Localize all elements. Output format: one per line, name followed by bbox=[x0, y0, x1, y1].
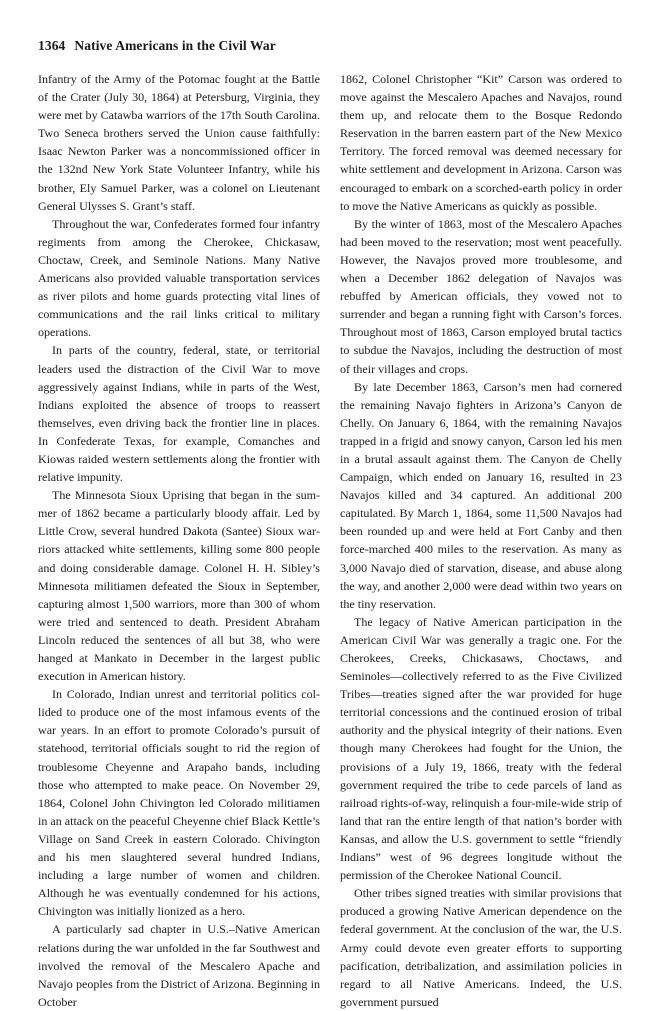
paragraph: The legacy of Native American participation in the American Civil War was generally a tragic one. For the Cherokees, Creeks, Chickasaws, Choctaws, and Seminoles—collectively referred to as the Five Civilized Tribes—treaties signed after the war provided for huge territorial concessions and the continued erosion of tribal authority and the physical integrity of their nations. Even though many Cherokees had fought for the Union, the provisions of a July 19, 1866, treaty with the federal government required the tribe to cede parcels of land as railroad rights-of-way, relinquish a four-mile-wide strip of land that ran the entire length of that nation’s border with Kansas, and allow the U.S. government to settle “friendly Indians” west of 96 degrees longitude without the permission of the Cherokee National Council. bbox=[340, 614, 622, 883]
paragraph: By the winter of 1863, most of the Mescalero Apaches had been moved to the reservation; most went peacefully. However, the Navajos proved more troublesome, and when a December 1862 delegation of Navajos was rebuffed by American officials, they vowed not to surrender and began a running fight with Carson’s forces. Throughout most of 1863, Carson employed brutal tactics to subdue the Navajos, including the destruction of most of their villages and crops. bbox=[340, 216, 622, 376]
page-number: 1364 bbox=[38, 38, 66, 53]
right-column bbox=[340, 70, 622, 1011]
paragraph: In Colorado, Indian unrest and territorial politics collided to produce one of the most infamous events of the war years. In an effort to promote Colorado’s pursuit of statehood, territorial officials sought to rid the region of troublesome Cheyenne and Arapaho bands, including those who attempted to make peace. On November 29, 1864, Colonel John Chivington led Colorado militiamen in an attack on the peaceful Cheyenne chief Black Kettle’s Village on Sand Creek in eastern Colorado. Chivington and his men slaughtered several hundred Indians, including a large number of women and children. Although he was eventually condemned for his actions, Chivington was initially lionized as a hero. bbox=[38, 687, 320, 919]
paragraph: Other tribes signed treaties with similar provisions that produced a growing Native American dependence on the federal government. At the conclusion of the war, the U.S. Army could devote even greater efforts to supporting pacification, detribalization, and assimilation policies in regard to all Native Americans. Indeed, the U.S. government pursued bbox=[340, 886, 622, 1009]
paragraph: Infantry of the Army of the Potomac fought at the Battle of the Crater (July 30, 1864) at Petersburg, Virginia, they were met by Catawba warriors of the 17th South Carolina. Two Seneca brothers served the Union cause faithfully: Isaac Newton Parker was a noncommissioned officer in the 132nd New York State Volunteer Infantry, while his brother, Ely Samuel Parker, was a colonel on Lieutenant General Ulysses S. Grant’s staff. bbox=[38, 72, 320, 213]
running-title: Native Americans in the Civil War bbox=[74, 38, 276, 53]
left-column bbox=[38, 70, 320, 1011]
paragraph: The Minnesota Sioux Uprising that began in the summer of 1862 became a particularly bloody affair. Led by Little Crow, several hundred Dakota (Santee) Sioux warriors attacked white settlements, killing some 800 people and doing considerable damage. Colonel H. H. Sibley’s Minnesota militiamen defeated the Sioux in September, capturing almost 1,500 warriors, more than 300 of whom were tried and sentenced to death. President Abraham Lincoln reduced the sentences of all but 38, who were hanged at Mankato in December in the largest public execution in American history. bbox=[38, 488, 320, 684]
paragraph: 1862, Colonel Christopher “Kit” Carson was ordered to move against the Mescalero Apaches and Navajos, round them up, and relocate them to the Bosque Redondo Reservation in the barren eastern part of the New Mexico Territory. The forced removal was deemed necessary for white settlement and development in Arizona. Carson was encouraged to embark on a scorched-earth policy in order to move the Native Americans as quickly as possible. bbox=[340, 72, 622, 213]
paragraph: A particularly sad chapter in U.S.–Native American relations during the war unfolded in the far Southwest and involved the removal of the Mescalero Apache and Navajo peoples from the District of Arizona. Beginning in October bbox=[38, 922, 320, 1009]
paragraph: Throughout the war, Confederates formed four infantry regiments from among the Cherokee, Chickasaw, Choctaw, Creek, and Seminole Nations. Many Native Americans also provided valuable transportation services as river pilots and home guards protecting vital lines of communications and the rail links critical to military operations. bbox=[38, 216, 320, 340]
paragraph: In parts of the country, federal, state, or territorial leaders used the distraction of the Civil War to move aggressively against Indians, while in parts of the West, Indians exploited the absence of troops to reassert themselves, even driving back the frontier line in places. In Confederate Texas, for example, Comanches and Kiowas raided western settlements along the frontier with relative impunity. bbox=[38, 343, 320, 485]
paragraph: By late December 1863, Carson’s men had cornered the remaining Navajo fighters in Arizona’s Canyon de Chelly. On January 6, 1864, with the remaining Navajos trapped in a frigid and snowy canyon, Carson led his men in a brutal assault against them. The Canyon de Chelly Campaign, which ended on January 16, resulted in 23 Navajos killed and 34 captured. An additional 200 capitulated. By March 1, 1864, some 11,500 Navajos had been rounded up and were held at Fort Canby and then force-marched 400 miles to the reservation. As many as 3,000 Navajo died of starvation, disease, and abuse along the way, and another 2,000 were dead within two years on the tiny reservation. bbox=[340, 379, 622, 611]
running-header bbox=[38, 38, 276, 54]
